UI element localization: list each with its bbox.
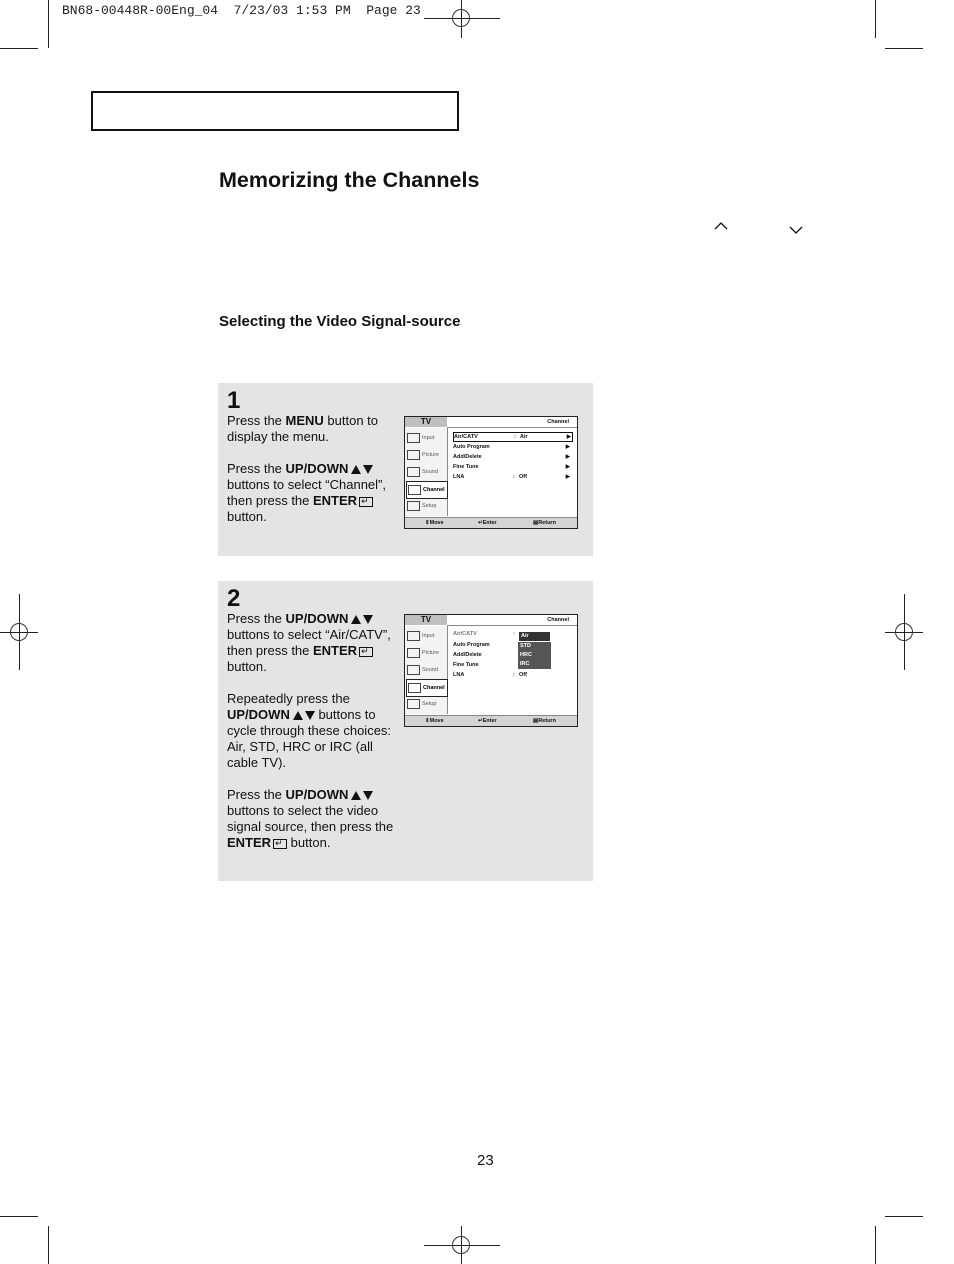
- up-arrow-glyph: [714, 218, 726, 230]
- down-arrow-glyph: [789, 222, 803, 232]
- step-number: 1: [227, 387, 241, 414]
- up-triangle-icon: [351, 465, 361, 474]
- down-triangle-icon: [363, 465, 373, 474]
- picture-icon: [407, 450, 420, 460]
- osd-side-channel: Channel: [406, 679, 448, 697]
- osd-footer-move: ⇕ Move: [425, 718, 444, 724]
- osd-header: Channel: [547, 617, 569, 623]
- up-triangle-icon: [351, 615, 361, 624]
- osd-sidebar: [405, 626, 448, 714]
- osd-dropdown: [518, 631, 551, 669]
- osd-footer-return: ▤ Return: [533, 520, 556, 526]
- osd-dropdown-option: STD: [520, 643, 531, 649]
- osd-side-picture: Picture: [406, 447, 446, 463]
- down-triangle-icon: [363, 791, 373, 800]
- osd-side-sound: Sound: [406, 464, 446, 480]
- page-number: 23: [477, 1152, 494, 1169]
- osd-side-input: Input: [406, 430, 446, 446]
- input-icon: [407, 631, 420, 641]
- enter-icon: [359, 497, 373, 507]
- osd-row-auto-program: Auto Program ▶: [453, 444, 570, 450]
- osd-row-add-delete: Add/Delete ▶: [453, 454, 570, 460]
- osd-side-setup: Setup: [406, 696, 446, 712]
- osd-row-aircatv: Air/CATV : Air ▶: [454, 434, 571, 440]
- osd-screen-1: [404, 416, 578, 529]
- osd-sidebar: [405, 428, 448, 516]
- input-icon: [407, 433, 420, 443]
- osd-side-input: Input: [406, 628, 446, 644]
- setup-icon: [407, 699, 420, 709]
- down-triangle-icon: [305, 711, 315, 720]
- osd-footer-enter: ↵ Enter: [478, 718, 497, 724]
- picture-icon: [407, 648, 420, 658]
- osd-row-fine-tune: Fine Tune: [453, 662, 479, 668]
- osd-side-picture: Picture: [406, 645, 446, 661]
- enter-icon: [359, 647, 373, 657]
- osd-side-channel: Channel: [406, 481, 448, 499]
- osd-footer-return: ▤ Return: [533, 718, 556, 724]
- osd-row-lna: LNA : Off ▶: [453, 474, 570, 480]
- step-1-text: Press the MENU button to display the menu. Press the UP/DOWN buttons to select “Channel”, then press the ENTER↵ button.: [227, 413, 397, 541]
- osd-row-auto-program: Auto Program: [453, 642, 490, 648]
- up-triangle-icon: [293, 711, 303, 720]
- osd-side-setup: Setup: [406, 498, 446, 514]
- enter-icon: [273, 839, 287, 849]
- osd-footer: [405, 517, 577, 528]
- osd-header: Channel: [547, 419, 569, 425]
- speaker-icon: [407, 467, 420, 477]
- osd-tv-label: TV: [405, 615, 447, 625]
- satellite-icon: [408, 683, 421, 693]
- step-2-panel: [218, 581, 593, 881]
- osd-dropdown-option: HRC: [520, 652, 532, 658]
- section-title: Selecting the Video Signal-source: [219, 313, 461, 330]
- setup-icon: [407, 501, 420, 511]
- step-2-text: Press the UP/DOWN buttons to select “Air/CATV”, then press the ENTER↵ button. Repeatedly press the UP/DOWN buttons to cycle through these choices: Air, STD, HRC or IRC (all cable TV). Press the UP/DOWN buttons to select the video signal source, then press the ENTER↵ button.: [227, 611, 397, 867]
- osd-row-add-delete: Add/Delete: [453, 652, 482, 658]
- osd-row-aircatv: Air/CATV :: [453, 631, 515, 637]
- page-title: Memorizing the Channels: [219, 168, 480, 192]
- speaker-icon: [407, 665, 420, 675]
- osd-footer: [405, 715, 577, 726]
- osd-screen-2: [404, 614, 578, 727]
- osd-row-fine-tune: Fine Tune ▶: [453, 464, 570, 470]
- osd-dropdown-option: Air: [518, 631, 551, 642]
- down-triangle-icon: [363, 615, 373, 624]
- header-box: [91, 91, 459, 131]
- step-1-panel: [218, 383, 593, 556]
- step-number: 2: [227, 585, 241, 612]
- osd-footer-enter: ↵ Enter: [478, 520, 497, 526]
- up-triangle-icon: [351, 791, 361, 800]
- osd-footer-move: ⇕ Move: [425, 520, 444, 526]
- osd-row-lna: LNA : Off: [453, 672, 527, 678]
- satellite-icon: [408, 485, 421, 495]
- osd-dropdown-option: IRC: [520, 661, 530, 667]
- print-slug: BN68-00448R-00Eng_04 7/23/03 1:53 PM Page 23: [62, 3, 421, 18]
- osd-side-sound: Sound: [406, 662, 446, 678]
- osd-tv-label: TV: [405, 417, 447, 427]
